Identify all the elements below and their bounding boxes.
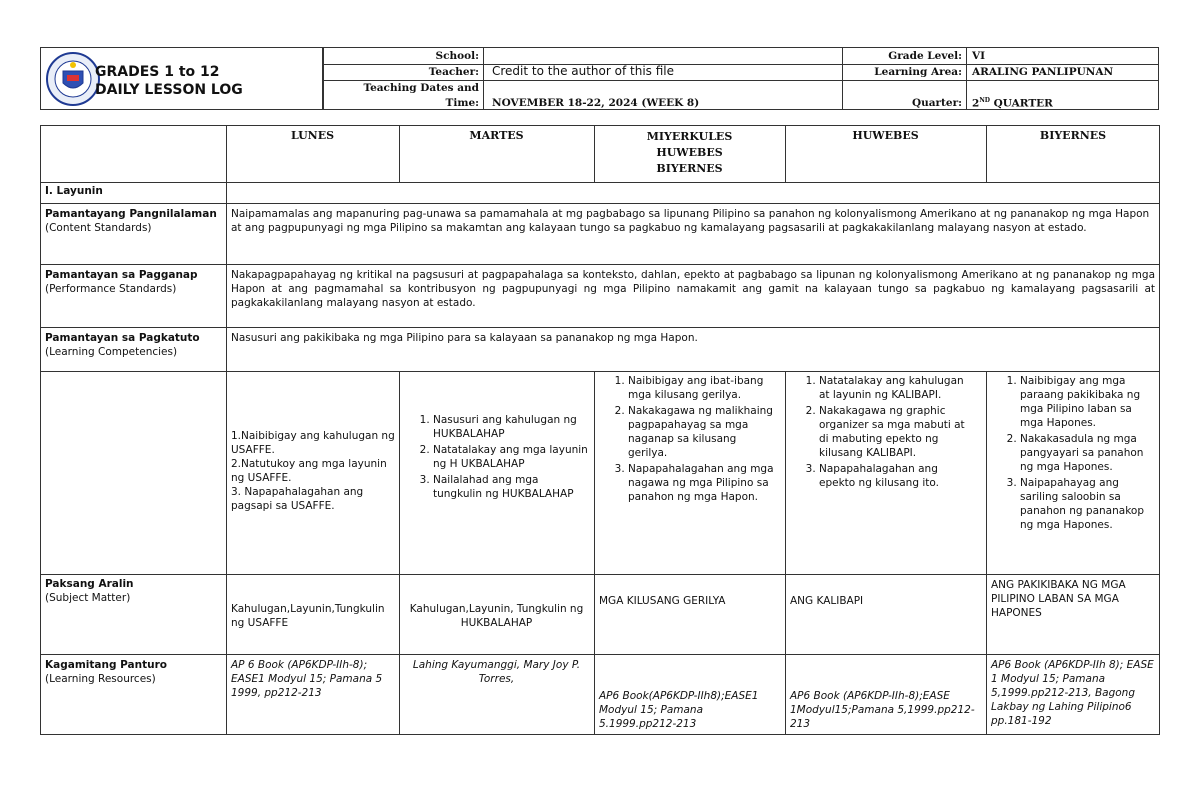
performance-standards-label — [45, 268, 223, 296]
kagamitan-martes: Lahing Kayumanggi, Mary Joy P. Torres, — [412, 659, 581, 685]
header-title-line2: DAILY LESSON LOG — [95, 82, 243, 98]
paksa-biyernes: ANG PAKIKIBAKA NG MGA PILIPINO LABAN SA MGA HAPONES — [991, 579, 1126, 619]
day-miyerkules — [594, 129, 785, 177]
kagamitan-huwebes: AP6 Book (AP6KDP-IIh-8);EASE 1Modyul15;Pamana 5,1999.pp212-213 — [790, 690, 975, 730]
comp-sub: (Learning Competencies) — [45, 346, 178, 358]
obj-lunes-2: 2.Natutukoy ang mga layunin ng USAFFE. — [231, 458, 387, 484]
kagamitan-biyernes: AP6 Book (AP6KDP-IIh 8); EASE 1 Modyul 15; Pamana 5,1999.pp212-213, Bagong Lakbay ng Lahing Pilipino6 pp.181-192 — [991, 659, 1154, 727]
day-biyernes: BIYERNES — [1039, 129, 1107, 142]
paksa-martes: Kahulugan,Layunin, Tungkulin ng HUKBALAHAP — [409, 603, 584, 629]
paksa-huwebes: ANG KALIBAPI — [790, 595, 864, 607]
perf-label: Pamantayan sa Pagganap — [45, 269, 198, 281]
quarter-num: 2 — [972, 97, 980, 110]
obj-miyerkules-3: 3. Napapahalagahan ang mga nagawa ng mga Pilipino sa panahon ng mga Hapon. — [628, 462, 774, 504]
obj-lunes-3: 3. Napapahalagahan ang pagsapi sa USAFFE. — [231, 486, 364, 512]
obj-lunes-1: 1.Naibibigay ang kahulugan ng USAFFE. — [231, 430, 395, 456]
perf-sub: (Performance Standards) — [45, 283, 177, 295]
dates-label-line1: Teaching Dates and — [363, 82, 479, 94]
quarter-sup: ND — [979, 97, 990, 104]
performance-standards-text: Nakapagpapahayag ng kritikal na pagsusuri at pagpapahalaga sa konteksto, dahlan, epekto at pagbabago sa lipunan ng kolonyalismong Amerikano at ng pananakop ng mga Hapon at ang pagmamahal sa kontribusyon ng pagpupunyagi ng mga Pilipino namakamit ang gamit na kalayaan tungo sa pagkabuo ng kamalayang pagsasarili at pagkakakilanlang malayang nasyon at estado. — [231, 269, 1155, 309]
dates-value: NOVEMBER 18-22, 2024 (WEEK 8) — [492, 97, 700, 109]
quarter-label: Quarter: — [911, 97, 962, 109]
day-lunes: LUNES — [290, 129, 335, 142]
content-sub: (Content Standards) — [45, 222, 152, 234]
quarter-value — [972, 97, 1053, 110]
quarter-word: QUARTER — [993, 97, 1053, 110]
obj-miyerkules-2: 2. Nakakagawa ng malikhaing pagpapahayag sa mga naganap sa kilusang gerilya. — [628, 404, 774, 460]
obj-biyernes-2: 2. Nakakasadula ng mga pangyayari sa panahon ng mga Hapones. — [1020, 432, 1154, 474]
paksa-miyerkules: MGA KILUSANG GERILYA — [599, 595, 726, 607]
kagamitan-sub: (Learning Resources) — [45, 673, 156, 685]
obj-huwebes-2: 2. Nakakagawa ng graphic organizer sa mga mabuti at di mabuting epekto ng kilusang KALIBAPI. — [819, 404, 977, 460]
area-label: Learning Area: — [874, 66, 962, 78]
objectives-huwebes — [785, 374, 977, 492]
obj-huwebes-3: 3. Napapahalagahan ang epekto ng kilusang ito. — [819, 462, 977, 490]
paksa-label-block — [45, 577, 223, 605]
day-miyerkules-line1: MIYERKULES — [646, 130, 733, 143]
area-value: ARALING PANLIPUNAN — [972, 66, 1114, 78]
obj-martes-1: 1. Nasusuri ang kahulugan ng HUKBALAHAP — [433, 413, 589, 441]
content-label: Pamantayang Pangnilalaman — [45, 208, 217, 220]
competencies-label — [45, 331, 223, 359]
content-standards-label — [45, 207, 223, 235]
kagamitan-label: Kagamitang Panturo — [45, 659, 167, 671]
day-miyerkules-line3: BIYERNES — [656, 162, 723, 175]
objectives-martes — [399, 413, 589, 503]
obj-huwebes-1: 1. Natatalakay ang kahulugan at layunin ng KALIBAPI. — [819, 374, 977, 402]
kagamitan-label-block — [45, 658, 223, 686]
header-box — [40, 47, 323, 110]
paksa-lunes: Kahulugan,Layunin,Tungkulin ng USAFFE — [231, 603, 385, 629]
teacher-value: Credit to the author of this file — [492, 64, 674, 78]
grade-value: VI — [972, 50, 986, 62]
comp-label: Pamantayan sa Pagkatuto — [45, 332, 200, 344]
kagamitan-lunes: AP 6 Book (AP6KDP-IIh-8); EASE1 Modyul 15; Pamana 5 1999, pp212-213 — [231, 659, 383, 699]
paksa-label: Paksang Aralin — [45, 578, 134, 590]
obj-miyerkules-1: 1. Naibibigay ang ibat-ibang mga kilusang gerilya. — [628, 374, 774, 402]
obj-martes-3: 3. Nailalahad ang mga tungkulin ng HUKBALAHAP — [433, 473, 589, 501]
paksa-sub: (Subject Matter) — [45, 592, 131, 604]
grade-label: Grade Level: — [888, 50, 962, 62]
header-title-line1: GRADES 1 to 12 — [95, 64, 220, 80]
deped-seal-icon — [45, 51, 101, 107]
kagamitan-miyerkules: AP6 Book(AP6KDP-IIh8);EASE1 Modyul 15; Pamana 5.1999.pp212-213 — [599, 690, 759, 730]
objectives-lunes — [231, 429, 397, 513]
objectives-miyerkules — [594, 374, 774, 506]
teacher-label: Teacher: — [428, 66, 479, 78]
dates-label-line2: Time: — [445, 97, 479, 109]
obj-martes-2: 2. Natatalakay ang mga layunin ng H UKBALAHAP — [433, 443, 589, 471]
school-label: School: — [435, 50, 479, 62]
content-standards-text: Naipamamalas ang mapanuring pag-unawa sa pamamahala at mg pagbabago sa lipunang Pilipino sa panahon ng kolonyalismong Amerikano at ng pananakop ng mga Hapon at ang pagpupunyagi ng mga Pilipino sa makamtan ang kalayaan tungo sa pagkabuo ng kamalayang pagsasarili at pagkakakilanlang malayang nasyon at estado. — [231, 208, 1150, 234]
competencies-text: Nasusuri ang pakikibaka ng mga Pilipino para sa kalayaan sa pananakop ng mga Hapon. — [231, 332, 698, 344]
day-miyerkules-line2: HUWEBES — [656, 146, 723, 159]
day-martes: MARTES — [469, 129, 524, 142]
layunin-label: I. Layunin — [45, 185, 103, 197]
objectives-biyernes — [986, 374, 1154, 534]
obj-biyernes-3: 3. Naipapahayag ang sariling saloobin sa panahon ng pananakop ng mga Hapones. — [1020, 476, 1154, 532]
obj-biyernes-1: 1. Naibibigay ang mga paraang pakikibaka ng mga Pilipino laban sa mga Hapones. — [1020, 374, 1154, 430]
day-huwebes: HUWEBES — [852, 129, 919, 142]
